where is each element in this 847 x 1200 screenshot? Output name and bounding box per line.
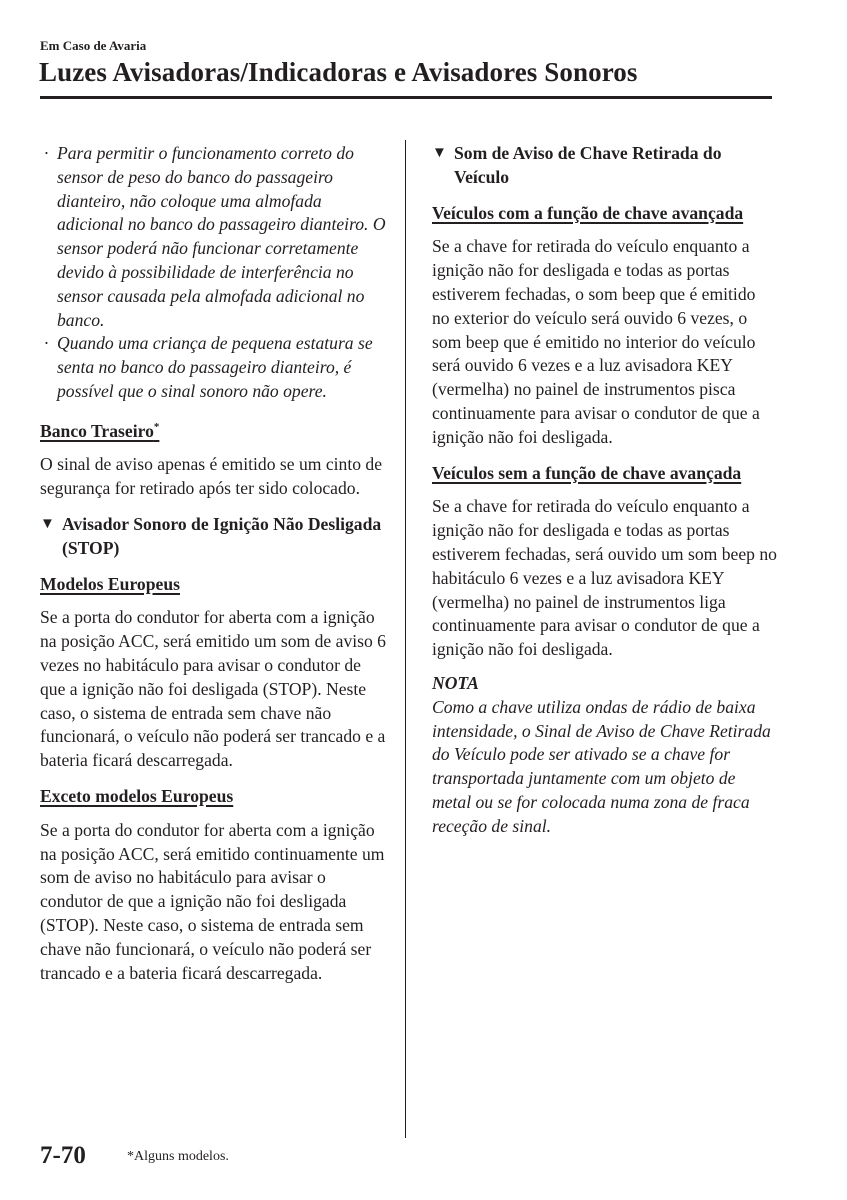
left-column: [40, 142, 390, 985]
title-rule: [40, 96, 772, 99]
no-advanced-key-heading: Veículos sem a função de chave avançada: [432, 462, 742, 483]
advanced-key-heading: Veículos com a função de chave avançada: [432, 202, 744, 223]
asterisk-mark: *: [153, 420, 160, 433]
footnote: *Alguns modelos.: [127, 1149, 229, 1164]
bullet-small-child: [40, 332, 390, 403]
page-number: 7-70: [40, 1142, 86, 1169]
rear-seat-text: O sinal de aviso apenas é emitido se um cinto de segurança for retirado após ter sido colocado.: [40, 454, 383, 499]
european-models-heading: Modelos Europeus: [40, 573, 180, 594]
advanced-key-text: Se a chave for retirada do veículo enquanto a ignição não for desligada e todas as portas estiverem fechadas, o som beep que é emitido no exterior do veículo será ouvido 6 vezes, o som beep que é emitido no interior do veículo será ouvido 6 vezes e a luz avisadora KEY (vermelha) no painel de instrumentos pisca continuamente para avisar o condutor de que a ignição não foi desligada.: [432, 236, 760, 447]
key-section-heading: [432, 142, 777, 190]
bullet-text: Quando uma criança de pequena estatura se senta no banco do passageiro dianteiro, é possível que o sinal sonoro não opere.: [57, 333, 373, 401]
note-heading: NOTA: [432, 672, 479, 693]
ignition-section-heading: [40, 513, 390, 561]
note-text: Como a chave utiliza ondas de rádio de baixa intensidade, o Sinal de Aviso de Chave Retirada do Veículo pode ser ativado se a chave for transportada juntamente com um objeto de metal ou se for colocada numa zona de fraca receção de sinal.: [432, 696, 771, 836]
rear-seat-heading: Banco Traseiro*: [40, 420, 160, 441]
page-title: Luzes Avisadoras/Indicadoras e Avisadores Sonoros: [39, 57, 638, 87]
column-divider: [405, 140, 406, 1138]
bullet-text: Para permitir o funcionamento correto do sensor de peso do banco do passageiro dianteiro, não coloque uma almofada adicional no banco do passageiro dianteiro. O sensor poderá não funcionar corretamente devido à possibilidade de interferência no sensor causada pela almofada adicional no banco.: [57, 143, 386, 330]
non-european-models-text: Se a porta do condutor for aberta com a ignição na posição ACC, será emitido continuamente um som de aviso no habitáculo para avisar o condutor de que a ignição não foi desligada (STOP). Neste caso, o sistema de entrada sem chave não funcionará, o veículo não poderá ser trancado e a bateria ficará descarregada.: [40, 819, 385, 983]
no-advanced-key-text: Se a chave for retirada do veículo enquanto a ignição não for desligada e todas as portas estiverem fechadas, será ouvido um som beep no habitáculo 6 vezes e a luz avisadora KEY (vermelha) no painel de instrumentos liga continuamente para avisar o condutor de que a ignição não foi desligada.: [432, 496, 777, 660]
european-models-text: Se a porta do condutor for aberta com a ignição na posição ACC, será emitido um som de aviso 6 vezes no habitáculo para avisar o condutor de que a ignição não foi desligada (STOP). Neste caso, o sistema de entrada sem chave não funcionará, o veículo não poderá ser trancado e a bateria ficará descarregada.: [40, 607, 386, 771]
triangle-down-icon: ▼: [432, 145, 447, 161]
section-title: Som de Aviso de Chave Retirada do Veículo: [454, 143, 722, 187]
bullet-mark: ·: [44, 143, 49, 163]
bullet-weight-sensor: [40, 142, 390, 332]
bullet-mark: ·: [44, 333, 49, 354]
triangle-down-icon: ▼: [40, 516, 55, 533]
non-european-models-heading: Exceto modelos Europeus: [40, 785, 234, 806]
chapter-label: Em Caso de Avaria: [40, 38, 147, 53]
right-column: [432, 142, 777, 839]
section-title: Avisador Sonoro de Ignição Não Desligada (STOP): [62, 514, 382, 558]
